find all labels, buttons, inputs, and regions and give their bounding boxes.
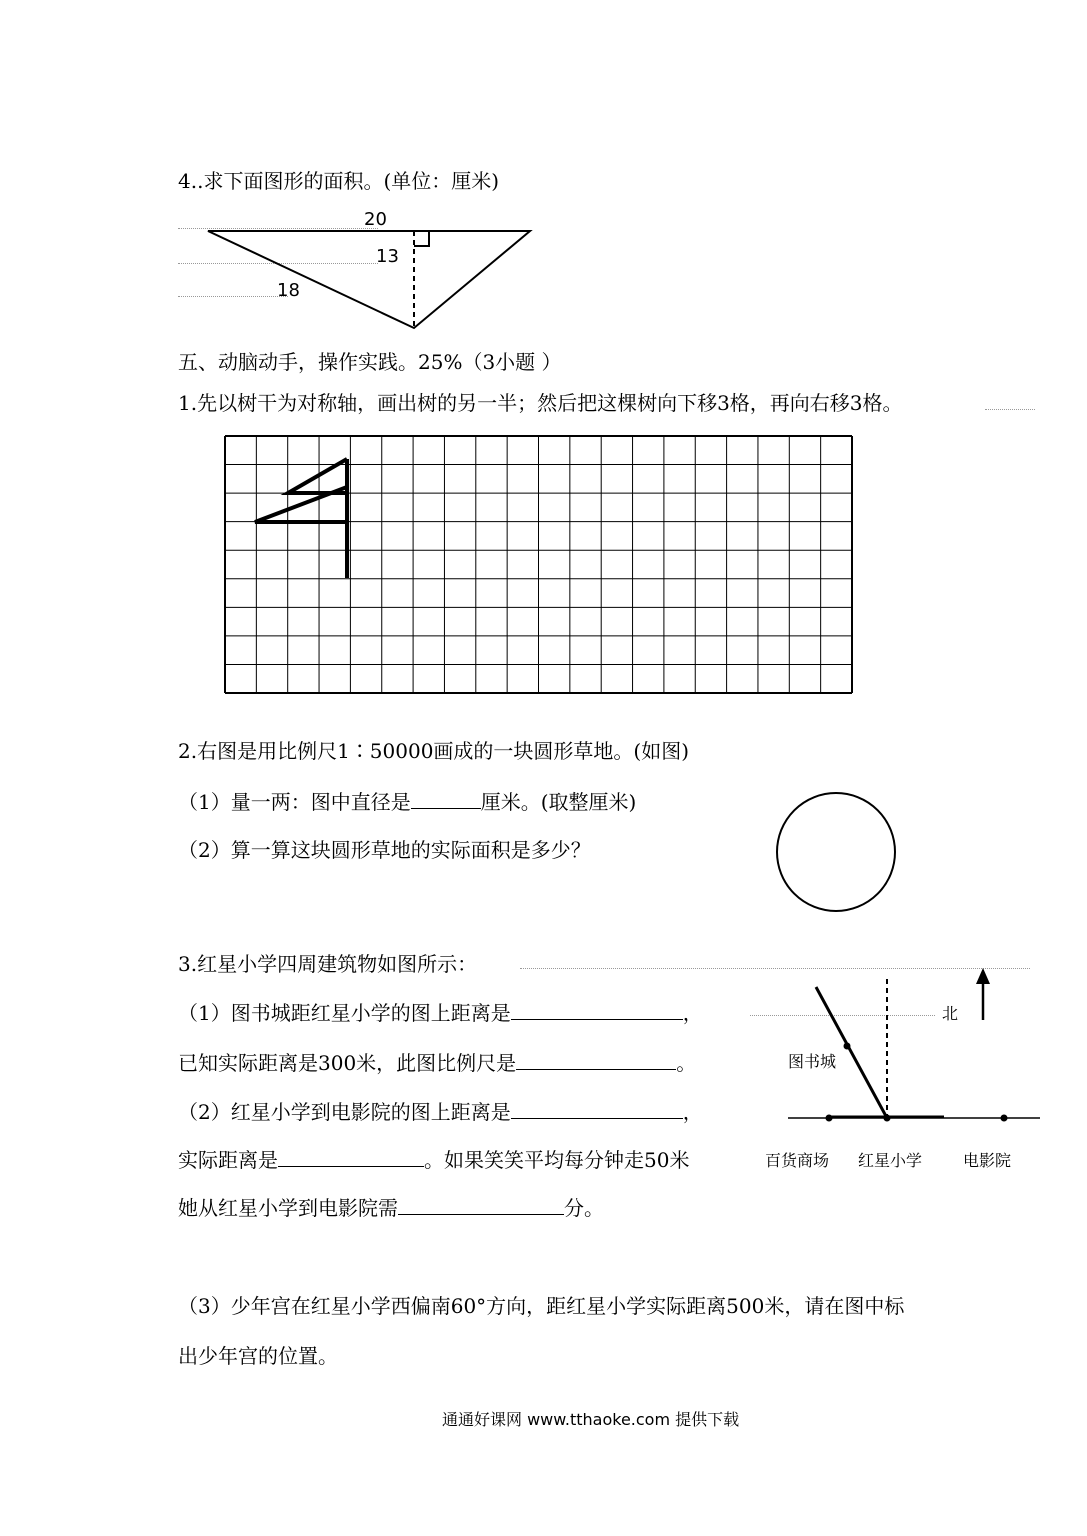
p3-q1-line2-after: 。 — [676, 1051, 697, 1075]
q4-title: 4..求下面图形的面积。(单位：厘米) — [178, 169, 500, 193]
p2-q1-before: （1）量一两：图中直径是 — [178, 790, 411, 814]
p3-q2-line1 — [178, 1102, 703, 1122]
bookcity-distance-blank[interactable] — [511, 1019, 683, 1020]
section5-title: 五、动脑动手，操作实践。25%（3小题 ） — [178, 350, 562, 374]
p3-q1-line1 — [178, 1003, 703, 1023]
p3-q2-line2-after: 。如果笑笑平均每分钟走50米 — [424, 1148, 690, 1172]
p3-q2-line3 — [178, 1198, 604, 1218]
q4-label-left: 18 — [277, 280, 300, 301]
p3-q2-line2-before: 实际距离是 — [178, 1148, 278, 1172]
p1-text: 1.先以树干为对称轴，画出树的另一半；然后把这棵树向下移3格，再向右移3格。 — [178, 391, 903, 415]
q4-label-top: 20 — [364, 209, 387, 230]
diameter-blank[interactable] — [411, 808, 481, 809]
q4-triangle — [208, 231, 530, 328]
actual-distance-blank[interactable] — [278, 1166, 424, 1167]
p3-q3-line1: （3）少年宫在红星小学西偏南60°方向，距红星小学实际距离500米，请在图中标 — [178, 1294, 905, 1318]
p2-q1-after: 厘米。(取整厘米) — [480, 790, 637, 814]
footer-text: 通通好课网 www.tthaoke.com 提供下载 — [442, 1410, 740, 1429]
p3-q1-line1-before: （1）图书城距红星小学的图上距离是 — [178, 1001, 511, 1025]
map-label-store: 百货商场 — [765, 1151, 830, 1170]
p2-text: 2.右图是用比例尺1∶50000画成的一块圆形草地。(如图) — [178, 739, 690, 763]
map-label-cinema: 电影院 — [963, 1151, 1012, 1170]
map-label-bookcity: 图书城 — [788, 1052, 837, 1071]
p3-q3-line2: 出少年宫的位置。 — [178, 1344, 338, 1368]
q4-label-height: 13 — [376, 246, 399, 267]
p3-q1-line2-before: 已知实际距离是300米，此图比例尺是 — [178, 1051, 517, 1075]
p3-q2-line1-after: ， — [682, 1100, 703, 1124]
p3-q1-line2 — [178, 1053, 696, 1073]
p3-q2-line3-after: 分。 — [564, 1196, 604, 1220]
grass-circle — [777, 793, 895, 911]
map-diagram — [788, 968, 1040, 1122]
p3-text: 3.红星小学四周建筑物如图所示： — [178, 952, 478, 976]
scale-blank[interactable] — [516, 1069, 676, 1070]
p3-q1-line1-after: ， — [682, 1001, 703, 1025]
map-label-school: 红星小学 — [858, 1151, 923, 1170]
p2-q2: （2）算一算这块圆形草地的实际面积是多少？ — [178, 838, 591, 862]
p3-q2-line3-before: 她从红星小学到电影院需 — [178, 1196, 398, 1220]
p3-q2-line2 — [178, 1150, 689, 1170]
map-label-north: 北 — [942, 1004, 959, 1023]
minutes-blank[interactable] — [398, 1214, 564, 1215]
p3-q2-line1-before: （2）红星小学到电影院的图上距离是 — [178, 1100, 511, 1124]
p2-q1 — [178, 792, 636, 812]
cinema-distance-blank[interactable] — [511, 1118, 683, 1119]
tree-half — [255, 459, 347, 578]
